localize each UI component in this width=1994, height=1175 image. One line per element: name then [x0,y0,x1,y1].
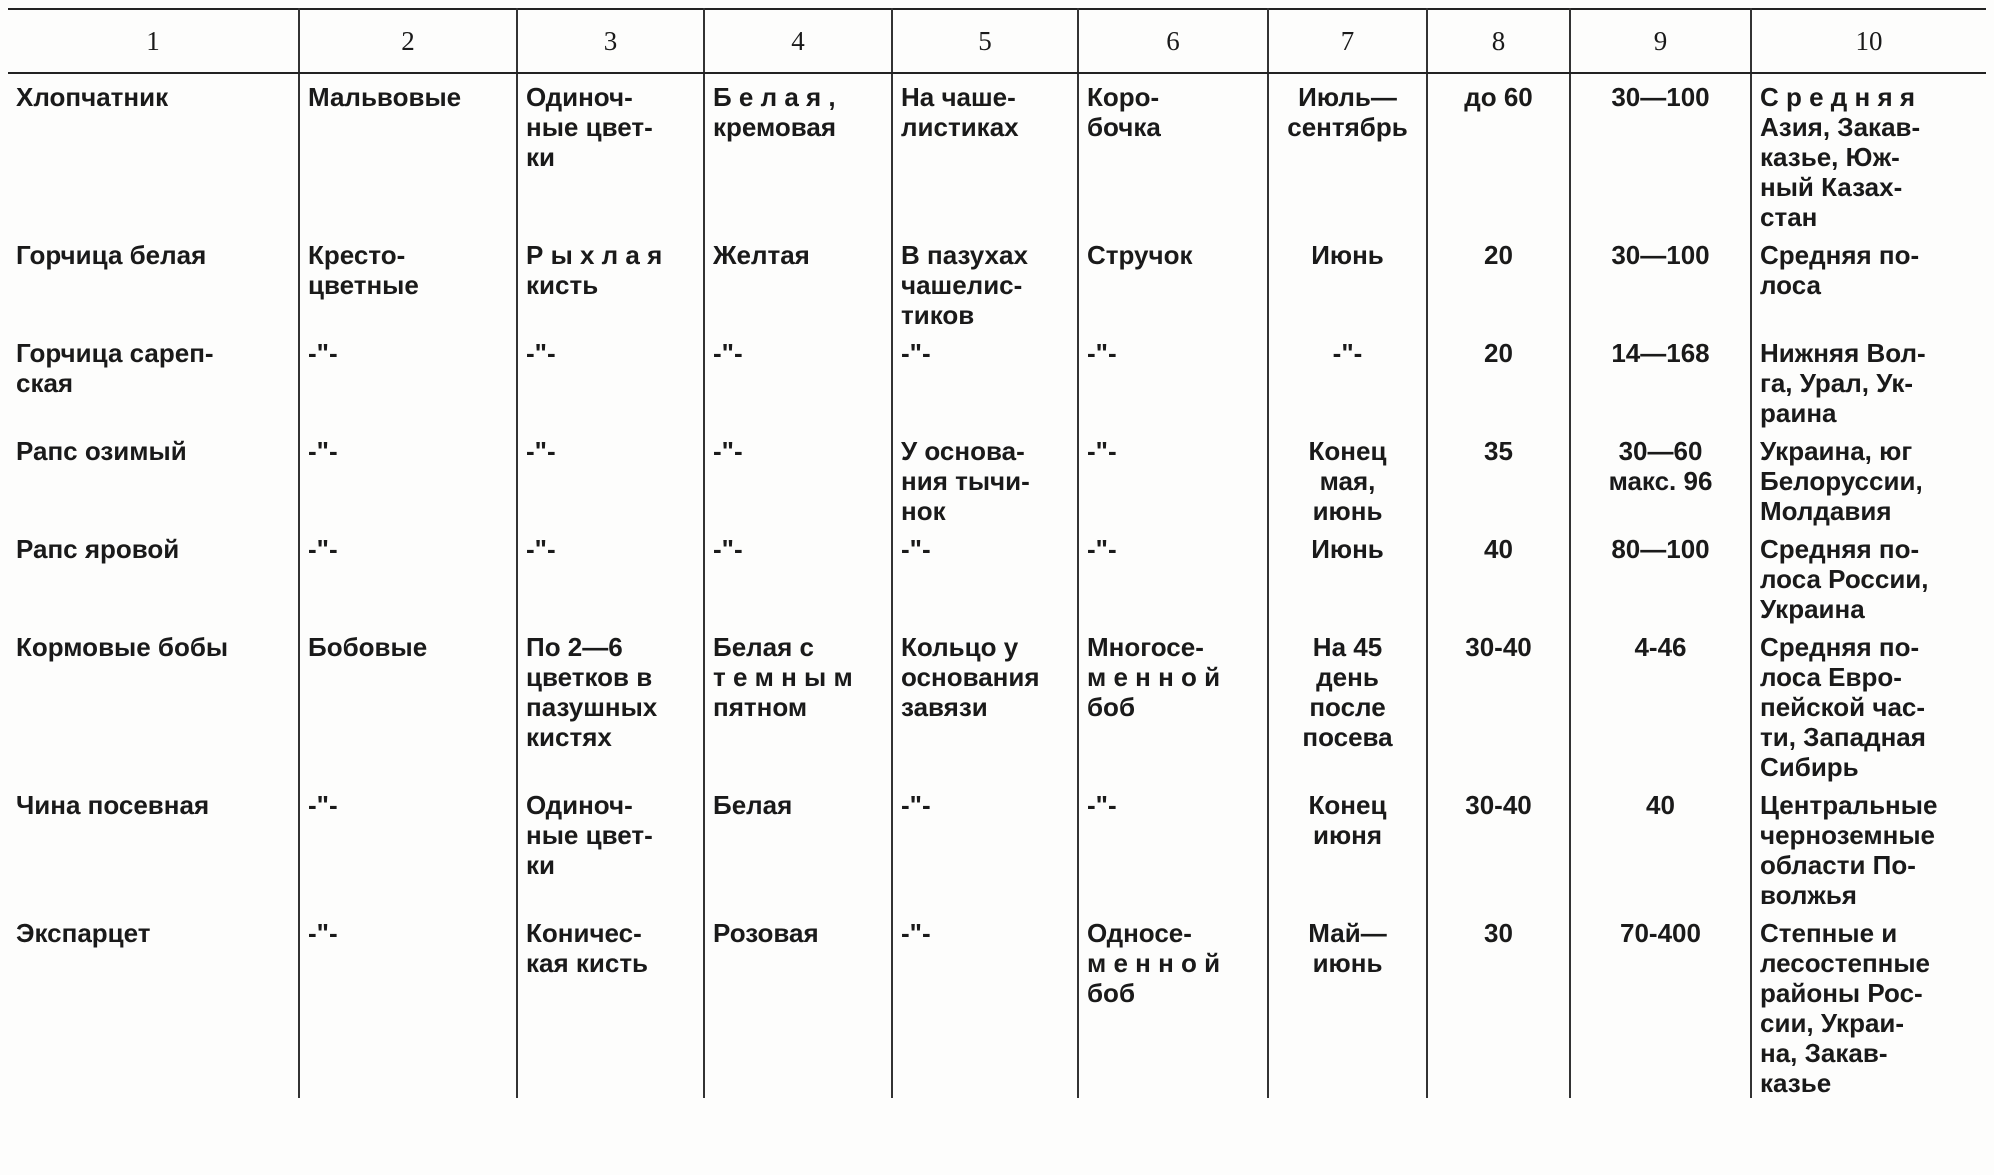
table-cell: Белая с т е м н ы м пятном [704,624,892,782]
table-cell: -"- [704,330,892,428]
table-cell: 30-40 [1427,624,1570,782]
table-cell: Горчица белая [8,232,299,330]
table-cell: -"- [299,910,517,1098]
table-cell: По 2—6 цветков в пазушных кистях [517,624,704,782]
table-cell: -"- [1078,428,1268,526]
table-cell: Средняя по- лоса [1751,232,1986,330]
table-cell: Желтая [704,232,892,330]
header-cell: 7 [1268,9,1427,73]
table-row [8,624,1986,782]
header-cell: 6 [1078,9,1268,73]
table-cell: 40 [1427,526,1570,624]
table-row [8,232,1986,330]
table-cell: Одиноч- ные цвет- ки [517,73,704,232]
table-cell: Чина посевная [8,782,299,910]
table-cell: -"- [1078,782,1268,910]
table-cell: Кольцо у основания завязи [892,624,1078,782]
table-cell: 20 [1427,330,1570,428]
header-cell: 4 [704,9,892,73]
header-cell: 10 [1751,9,1986,73]
table-cell: Стручок [1078,232,1268,330]
table-cell: -"- [892,526,1078,624]
table-cell: 30 [1427,910,1570,1098]
table-cell: -"- [892,330,1078,428]
table-cell: 4-46 [1570,624,1751,782]
table-cell: 70-400 [1570,910,1751,1098]
table-cell: -"- [892,782,1078,910]
table-cell: 80—100 [1570,526,1751,624]
table-row [8,910,1986,1098]
table-cell: -"- [299,330,517,428]
table-cell: -"- [517,526,704,624]
table-cell: Белая [704,782,892,910]
table-cell: Экспарцет [8,910,299,1098]
table-cell: Хлопчатник [8,73,299,232]
table-row [8,330,1986,428]
header-cell: 8 [1427,9,1570,73]
table-cell: Июнь [1268,526,1427,624]
table-cell: Розовая [704,910,892,1098]
table-cell: Рапс яровой [8,526,299,624]
table-cell: Коничес- кая кисть [517,910,704,1098]
header-row [8,9,1986,73]
table-cell: Кресто- цветные [299,232,517,330]
table-cell: Конец мая, июнь [1268,428,1427,526]
table-cell: 30—100 [1570,232,1751,330]
header-cell: 3 [517,9,704,73]
table-cell: 40 [1570,782,1751,910]
table-cell: На чаше- листиках [892,73,1078,232]
header-cell: 5 [892,9,1078,73]
table-cell: На 45 день после посева [1268,624,1427,782]
table-cell: Горчица сареп- ская [8,330,299,428]
table-row [8,73,1986,232]
table-cell: -"- [704,526,892,624]
table-row [8,428,1986,526]
table-cell: 30—100 [1570,73,1751,232]
table-cell: Рапс озимый [8,428,299,526]
table-cell: -"- [1078,330,1268,428]
table-cell: Б е л а я , кремовая [704,73,892,232]
table-cell: Июль— сентябрь [1268,73,1427,232]
table-cell: Р ы х л а я кисть [517,232,704,330]
table-cell: Украина, юг Белоруссии, Молдавия [1751,428,1986,526]
table-cell: Июнь [1268,232,1427,330]
table-cell: С р е д н я я Азия, Закав- казье, Юж- ный Казах- стан [1751,73,1986,232]
table-cell: Нижняя Вол- га, Урал, Ук- раина [1751,330,1986,428]
table-cell: -"- [517,428,704,526]
table-cell: 30—60 макс. 96 [1570,428,1751,526]
header-cell: 2 [299,9,517,73]
table-cell: Коро- бочка [1078,73,1268,232]
table-cell: У основа- ния тычи- нок [892,428,1078,526]
table-cell: до 60 [1427,73,1570,232]
table-cell: -"- [299,782,517,910]
table-cell: 14—168 [1570,330,1751,428]
table-cell: -"- [704,428,892,526]
table-cell: Конец июня [1268,782,1427,910]
table-cell: -"- [892,910,1078,1098]
table-cell: Кормовые бобы [8,624,299,782]
header-cell: 1 [8,9,299,73]
table-row [8,782,1986,910]
table-cell: Центральные черноземные области По- волжья [1751,782,1986,910]
header-cell: 9 [1570,9,1751,73]
table-cell: В пазухах чашелис- тиков [892,232,1078,330]
table-cell: -"- [1268,330,1427,428]
table-row [8,526,1986,624]
table-cell: Одиноч- ные цвет- ки [517,782,704,910]
table-cell: Средняя по- лоса Евро- пейской час- ти, Западная Сибирь [1751,624,1986,782]
table-cell: -"- [1078,526,1268,624]
table-cell: -"- [517,330,704,428]
table-cell: 30-40 [1427,782,1570,910]
table-cell: Май— июнь [1268,910,1427,1098]
table-cell: 35 [1427,428,1570,526]
table-cell: Степные и лесостепные районы Рос- сии, Украи- на, Закав- казье [1751,910,1986,1098]
table-cell: Бобовые [299,624,517,782]
table-cell: 20 [1427,232,1570,330]
plants-table [8,8,1986,1098]
table-cell: -"- [299,526,517,624]
table-cell: -"- [299,428,517,526]
table-cell: Многосе- м е н н о й боб [1078,624,1268,782]
table-cell: Односе- м е н н о й боб [1078,910,1268,1098]
table-cell: Средняя по- лоса России, Украина [1751,526,1986,624]
table-cell: Мальвовые [299,73,517,232]
